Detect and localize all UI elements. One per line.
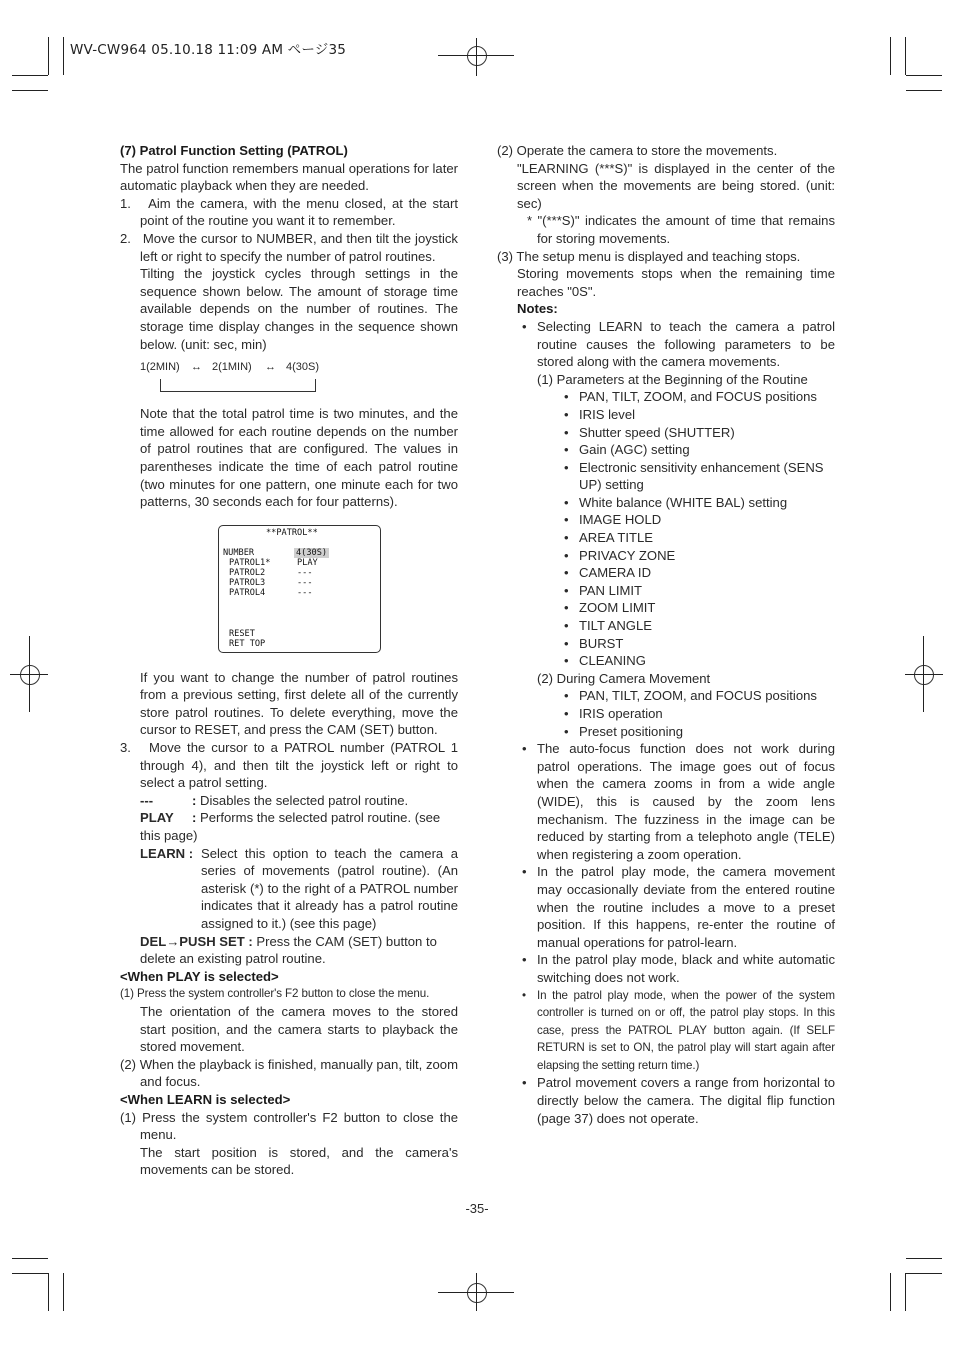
play-step-2: (2) When the playback is finished, manually pan, tilt, zoom and focus.: [120, 1056, 458, 1090]
list-item: • Preset positioning: [497, 723, 835, 741]
screen-number-value: 4(30S): [296, 547, 328, 558]
note-power: • In the patrol play mode, when the power of the system controller is turned on or off, the patrol play stops. In this case, press the PATROL PLAY button again. (If SELF RETURN is set to ON, the patrol play will start again after elapsing the setting return time.): [517, 987, 835, 1075]
learn-step-2-detail: "LEARNING (***S)" is displayed in the center of the screen when the movements are being stored. (unit: sec): [517, 160, 835, 211]
seq-item-1: 1(2MIN): [140, 361, 180, 374]
screen-row-label: PATROL3: [229, 577, 266, 588]
list-item: • IMAGE HOLD: [497, 511, 835, 529]
parameter-list-1: [497, 388, 835, 670]
step-1: 1. Aim the camera, with the menu closed, at the start point of the routine you want it to remember.: [120, 195, 459, 229]
learn-heading: <When LEARN is selected>: [120, 1091, 291, 1107]
page-number: -35-: [465, 1201, 489, 1216]
list-item: • Gain (AGC) setting: [497, 441, 835, 459]
list-item: • ZOOM LIMIT: [497, 599, 835, 617]
intro-text: The patrol function remembers manual operations for later automatic playback when they are needed.: [120, 160, 458, 194]
screen-row-value: ---: [297, 587, 313, 598]
sub-list-heading-1: (1) Parameters at the Beginning of the Routine: [537, 371, 808, 387]
learn-step-3: (3) The setup menu is displayed and teaching stops.: [497, 248, 801, 264]
play-step-1: (1) Press the system controller's F2 button to close the menu.: [120, 987, 430, 1001]
list-item: • Electronic sensitivity enhancement (SENS UP) setting: [497, 459, 835, 494]
note-deviation: • In the patrol play mode, the camera movement may occasionally deviate from the entered routine when the routine includes a move to a preset position. If this happens, re-enter the routine of manual operations for patrol-learn.: [517, 863, 835, 951]
parameter-list-2: [497, 687, 835, 740]
note-bw-switching: • In the patrol play mode, black and white automatic switching does not work.: [517, 951, 835, 986]
learn-step-1: (1) Press the system controller's F2 button to close the menu.: [120, 1109, 459, 1143]
step-2: 2. Move the cursor to NUMBER, and then tilt the joystick left or right to specify the number of patrol routines.: [120, 230, 458, 264]
list-item: • PAN, TILT, ZOOM, and FOCUS positions: [497, 687, 835, 705]
option-delete: DEL→PUSH SET : Press the CAM (SET) button to delete an existing patrol routine.: [140, 933, 437, 967]
patrol-menu-screen: [218, 525, 381, 653]
screen-number-label: NUMBER: [223, 547, 255, 558]
left-column: [120, 142, 458, 1179]
screen-row-label: PATROL2: [229, 567, 266, 578]
screen-reset: RESET: [229, 628, 255, 639]
step-2-detail: Tilting the joystick cycles through settings in the sequence shown below. The amount of storage time available depends on the number of routines. The storage time display changes in the sequence shown below. (unit: sec, min): [140, 266, 458, 352]
list-item: • PAN, TILT, ZOOM, and FOCUS positions: [497, 388, 835, 406]
screen-row-value: ---: [297, 567, 313, 578]
notes-heading: Notes:: [517, 301, 558, 317]
list-item: • IRIS operation: [497, 705, 835, 723]
seq-item-3: 4(30S): [286, 361, 320, 374]
learn-step-1-detail: The start position is stored, and the camera's movements can be stored.: [140, 1144, 458, 1178]
list-item: • IRIS level: [497, 406, 835, 424]
seq-arrow-2: ↔: [265, 361, 276, 374]
note-stored-parameters: • Selecting LEARN to teach the camera a patrol routine causes the following parameters to be stored along with the camera movements.: [517, 318, 835, 371]
note-range: • Patrol movement covers a range from horizontal to directly below the camera. The digital flip function (page 37) does not operate.: [517, 1074, 835, 1127]
screen-row-label: PATROL4: [229, 587, 266, 598]
list-item: • Shutter speed (SHUTTER): [497, 424, 835, 442]
list-item: • PRIVACY ZONE: [497, 547, 835, 565]
list-item: • AREA TITLE: [497, 529, 835, 547]
list-item: • TILT ANGLE: [497, 617, 835, 635]
learn-step-2-footnote: * "(***S)" indicates the amount of time that remains for storing movements.: [527, 213, 835, 246]
play-step-1-detail: The orientation of the camera moves to the stored start position, and the camera starts to playback the stored movement.: [140, 1003, 458, 1055]
right-column: [497, 142, 835, 1127]
sub-list-heading-2: (2) During Camera Movement: [537, 670, 711, 686]
learn-step-2: (2) Operate the camera to store the movements.: [497, 143, 778, 158]
change-number-note: If you want to change the number of patrol routines from a previous setting, first delete all of the currently store patrol routines. To delete everything, move the cursor to RESET, and press the CAM (SET) button.: [140, 669, 458, 738]
patrol-time-note: Note that the total patrol time is two minutes, and the time allowed for each routine depends on the number of patrol routines that are configured. The values in parentheses indicate the time of each patrol routine (two minutes for one pattern, one minute each for two patterns, 30 seconds each for four patterns).: [140, 406, 458, 510]
seq-item-2: 2(1MIN): [212, 361, 252, 374]
number-sequence-diagram: [140, 353, 458, 405]
seq-arrow-1: ↔: [191, 361, 202, 374]
list-item: • CAMERA ID: [497, 564, 835, 582]
option-play: PLAY : Performs the selected patrol routine. (see this page): [140, 810, 441, 844]
option-disable: --- : Disables the selected patrol routine.: [140, 792, 409, 808]
print-header: WV-CW964 05.10.18 11:09 AM ページ35: [70, 42, 347, 58]
learn-step-3-detail: Storing movements stops when the remaining time reaches "0S".: [517, 266, 835, 299]
note-autofocus: • The auto-focus function does not work during patrol operations. The image goes out of focus when the camera zooms in from a wide angle (WIDE), this is caused by the zoom lens mechanism. The fuzziness in the image can be reduced by starting from a telephoto angle (TELE) when registering a zoom operation.: [517, 740, 835, 863]
step-3: 3. Move the cursor to a PATROL number (PATROL 1 through 4), and then tilt the joystick left or right to select a patrol setting.: [120, 740, 458, 791]
list-item: • PAN LIMIT: [497, 582, 835, 600]
section-title: (7) Patrol Function Setting (PATROL): [120, 143, 348, 158]
screen-title: **PATROL**: [266, 527, 318, 538]
seq-return-line: [160, 379, 316, 392]
play-heading: <When PLAY is selected>: [120, 968, 279, 984]
screen-row-label: PATROL1*: [229, 557, 271, 568]
screen-ret-top: RET TOP: [229, 638, 266, 649]
list-item: • BURST: [497, 635, 835, 653]
list-item: • White balance (WHITE BAL) setting: [497, 494, 835, 512]
screen-row-value: ---: [297, 577, 313, 588]
list-item: • CLEANING: [497, 652, 835, 670]
option-learn: LEARN : Select this option to teach the camera a series of movements (patrol routine). (An asterisk (*) to the right of a PATROL number indicates that it already has a patrol routine assigned to it.) (see this page): [140, 845, 458, 931]
screen-row-value: PLAY: [297, 557, 318, 568]
